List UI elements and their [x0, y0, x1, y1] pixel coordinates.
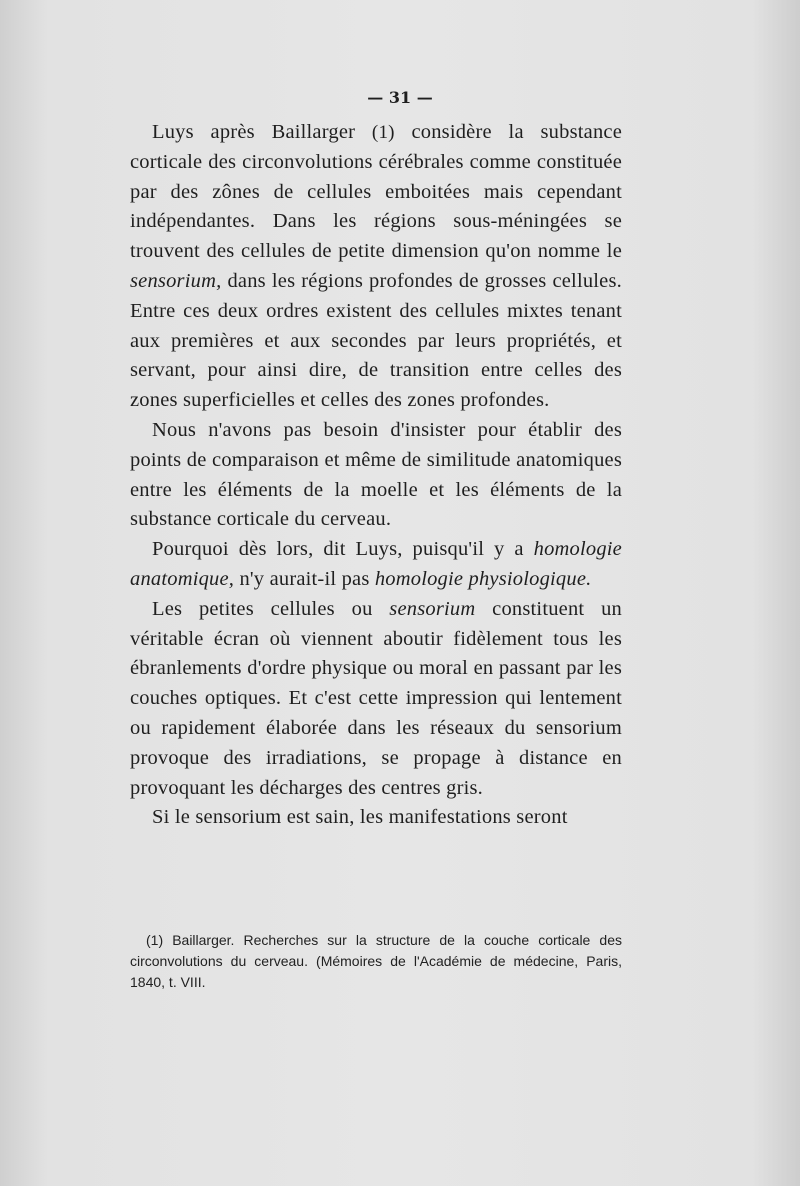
body-text [130, 118, 622, 833]
paragraph-5 [130, 803, 622, 833]
paragraph-2 [130, 416, 622, 535]
footnote-text: (1) Baillarger. Recherches sur la structure de la couche corticale des circonvolutions du cerveau. (Mémoires de l'Académie de médecine, Paris, 1840, t. VIII. [130, 932, 622, 990]
text-segment: n'y aurait-il pas [234, 567, 375, 590]
text-segment: Luys après Baillarger [152, 121, 372, 143]
italic-term-sensorium: sensorium [389, 597, 476, 620]
footnote [130, 930, 622, 993]
paragraph-3 [130, 535, 622, 595]
page-number: — 31 — [367, 88, 433, 107]
text-segment: Si le sensorium est sain, les manifestations seront [152, 806, 568, 829]
text-segment: Pourquoi dès lors, dit Luys, puisqu'il y a [152, 538, 534, 561]
paragraph-1 [130, 118, 622, 416]
footnote-reference: (1) [371, 122, 395, 143]
italic-term-homologie-anatomique: homologie anatomique, [130, 538, 622, 590]
italic-term-homologie-physiologique: homologie physiologique. [374, 567, 592, 590]
text-segment: Nous n'avons pas besoin d'insister pour établir des points de comparaison et même de similitude anatomiques entre les éléments de la moelle et les éléments de la substance corticale du cerveau. [130, 418, 622, 531]
text-segment: considère la substance corticale des circonvolutions cérébrales comme constituée par des zônes de cellules emboitées mais cependant indépendantes. Dans les régions sous-méningées se trouvent des cellules de petite dimension qu'on nomme le [130, 121, 622, 263]
italic-term-sensorium: sensorium, [130, 269, 222, 292]
text-segment: dans les régions profondes de grosses cellules. Entre ces deux ordres existent des cellules mixtes tenant aux premières et aux secondes par leurs propriétés, et servant, pour ainsi dire, de transition entre celles des zones superficielles et celles des zones profondes. [130, 269, 622, 412]
text-segment: constituent un véritable écran où viennent aboutir fidèlement tous les ébranlements d'ordre physique ou moral en passant par les couches optiques. Et c'est cette impression qui lentement ou rapidement élaborée dans les réseaux du sensorium provoque des irradiations, se propage à distance en provoquant les décharges des centres gris. [130, 597, 622, 799]
paragraph-4 [130, 595, 622, 804]
text-segment: Les petites cellules ou [152, 597, 390, 620]
